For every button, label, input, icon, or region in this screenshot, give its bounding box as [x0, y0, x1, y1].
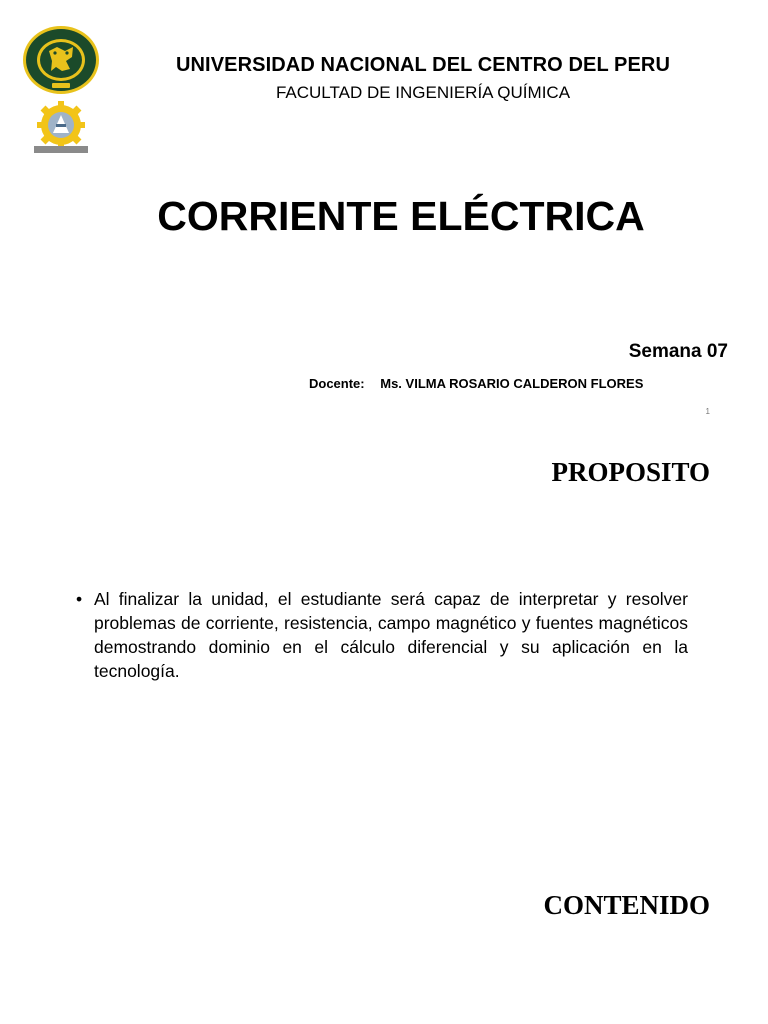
purpose-slide — [0, 430, 768, 1024]
week-label: Semana 07 — [628, 341, 728, 362]
title-slide — [0, 0, 768, 430]
bullet-dot: • — [76, 589, 83, 609]
list-item — [76, 587, 688, 683]
teacher-name: Ms. VILMA ROSARIO CALDERON FLORES — [380, 376, 644, 391]
teacher-line — [309, 376, 643, 391]
faculty-gear-emblem-icon — [30, 100, 92, 154]
bullet-text: Al finalizar la unidad, el estudiante será capaz de interpretar y resolver problemas de corriente, resistencia, campo magnético y fuentes magnéticos demostrando dominio en el cálculo diferencial y su aplicación en la tecnología. — [94, 589, 688, 681]
teacher-label: Docente: — [309, 376, 365, 391]
university-name: UNIVERSIDAD NACIONAL DEL CENTRO DEL PERU — [175, 54, 671, 76]
faculty-name: FACULTAD DE INGENIERÍA QUÍMICA — [275, 83, 571, 102]
slide-title: CORRIENTE ELÉCTRICA — [157, 193, 645, 239]
bullet-list — [76, 587, 688, 683]
slide-number: 1 — [705, 407, 710, 416]
purpose-heading: PROPOSITO — [551, 457, 710, 487]
content-heading: CONTENIDO — [543, 890, 710, 920]
